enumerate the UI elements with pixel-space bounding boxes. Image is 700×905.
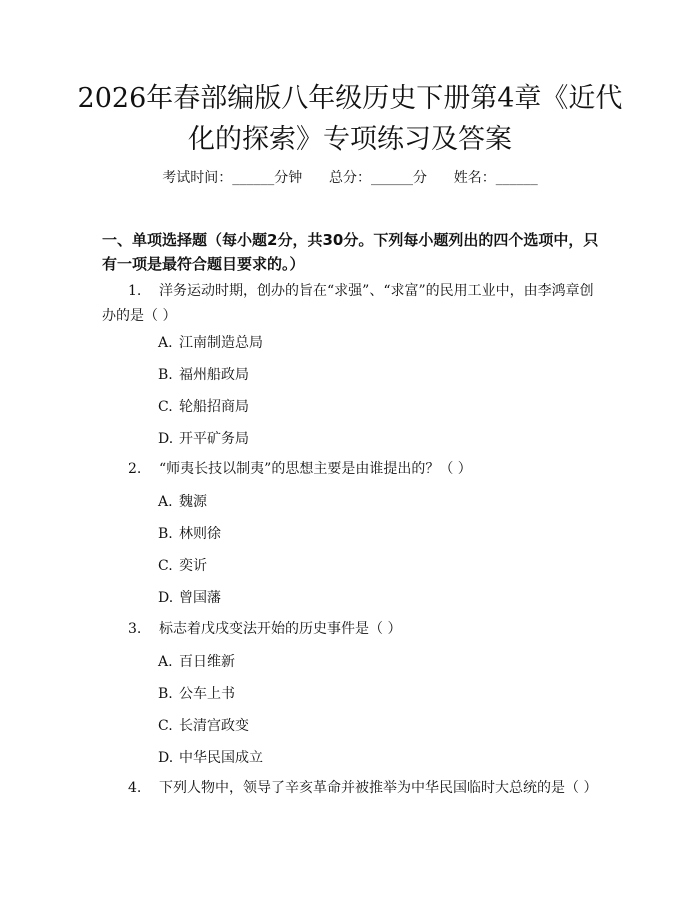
question-3-option-a [158,652,598,672]
question-3-option-c [158,716,598,736]
option-text: 林则徐 [179,526,221,542]
option-text: 轮船招商局 [179,399,249,415]
question-1-option-d [158,429,598,449]
option-text: 公车上书 [179,686,235,702]
option-letter: A. [158,494,173,510]
option-letter: C. [158,399,173,415]
option-text: 长清宫政变 [179,718,249,734]
question-text: 下列人物中，领导了辛亥革命并被推举为中华民国临时大总统的是（ ） [159,780,598,796]
question-2-option-a [158,492,598,512]
option-letter: D. [158,431,174,447]
option-letter: C. [158,718,173,734]
question-4 [102,776,602,801]
option-letter: A. [158,335,173,351]
option-text: 中华民国成立 [179,750,263,766]
question-2-option-d [158,588,598,608]
question-number: 1. [128,283,142,299]
option-text: 江南制造总局 [179,335,263,351]
document-title: 2026年春部编版八年级历史下册第4章《近代化的探索》专项练习及答案 [77,83,623,155]
exam-meta-line: 考试时间：______分钟 总分：______分 姓名：______ [162,170,538,186]
option-text: 开平矿务局 [179,431,249,447]
question-1-option-a [158,333,598,353]
question-number: 3. [128,621,142,637]
option-text: 百日维新 [179,654,235,670]
option-text: 福州船政局 [179,367,249,383]
option-letter: B. [158,367,173,383]
option-letter: D. [158,750,174,766]
option-letter: B. [158,686,173,702]
question-3-option-b [158,684,598,704]
question-1 [102,279,602,329]
option-letter: A. [158,654,173,670]
question-text: 洋务运动时期，创办的旨在“求强”、“求富”的民用工业中，由李鸿章创办的是（ ） [102,283,594,324]
option-letter: C. [158,558,173,574]
question-number: 4. [128,780,142,796]
option-text: 魏源 [179,494,207,510]
option-letter: B. [158,526,173,542]
question-1-option-b [158,365,598,385]
question-1-option-c [158,397,598,417]
question-2-option-b [158,524,598,544]
option-letter: D. [158,590,174,606]
question-number: 2. [128,461,142,477]
option-text: 奕䜣 [179,558,207,574]
question-2-option-c [158,556,598,576]
question-3-option-d [158,748,598,768]
question-3 [102,617,602,642]
question-2 [102,457,602,482]
section-heading: 一、单项选择题（每小题2分，共30分。下列每小题列出的四个选项中，只有一项是最符合题目要求的。） [102,231,599,273]
question-text: “师夷长技以制夷”的思想主要是由谁提出的？（ ） [159,461,472,477]
question-text: 标志着戊戌变法开始的历史事件是（ ） [159,621,402,637]
option-text: 曾国藩 [179,590,221,606]
